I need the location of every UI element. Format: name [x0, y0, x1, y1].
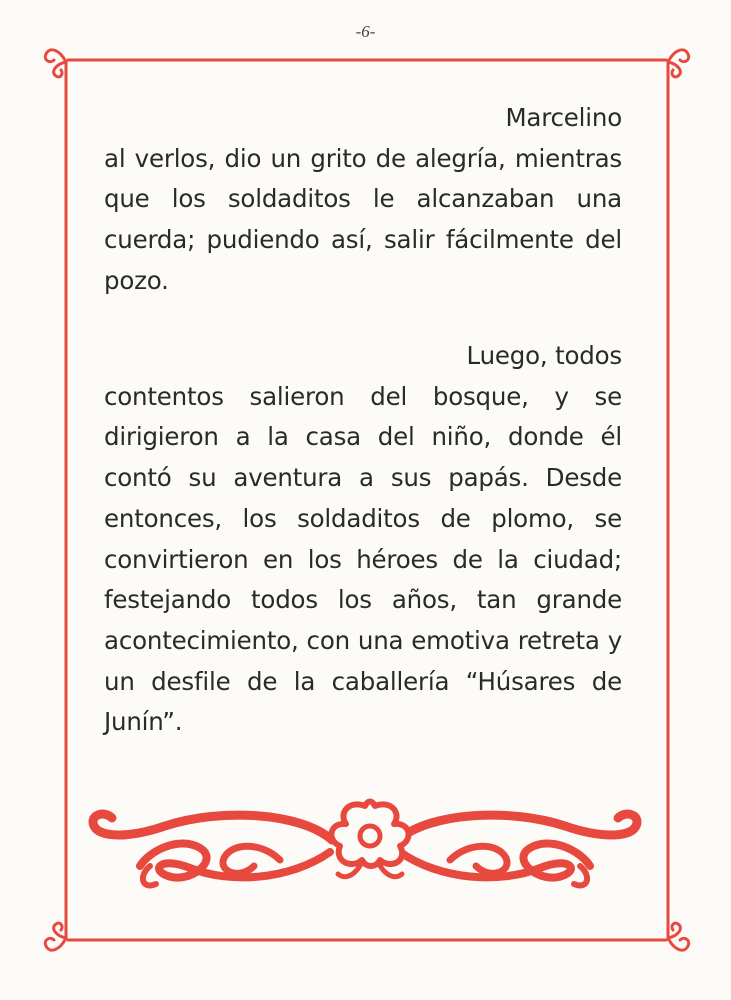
flourish-ornament [93, 802, 637, 886]
corner-ornament-bottom-right [668, 923, 689, 950]
paragraph-2-text: contentos salieron del bosque, y se dirigieron a la casa del niño, donde él contó su aventura a sus papás. Desde entonces, los soldaditos de plomo, se convirtieron en los héroes de la ciudad; festejando todos los años, tan grande acontecimiento, con una emotiva retreta y un desfile de la caballería “Húsares de Junín”. [104, 381, 622, 737]
story-paragraph-2 [104, 336, 622, 743]
corner-ornament-bottom-left [45, 923, 66, 950]
story-paragraph-1 [104, 98, 622, 302]
paragraph-1-text: al verlos, dio un grito de alegría, mientras que los soldaditos le alcanzaban una cuerda; pudiendo así, salir fácilmente del pozo. [104, 143, 622, 295]
paragraph-1-lead: Marcelino [505, 103, 622, 132]
corner-ornament-top-left [45, 50, 66, 77]
page-number: -6- [355, 22, 376, 41]
corner-ornament-top-right [668, 50, 689, 77]
paragraph-2-lead: Luego, todos [466, 341, 622, 370]
